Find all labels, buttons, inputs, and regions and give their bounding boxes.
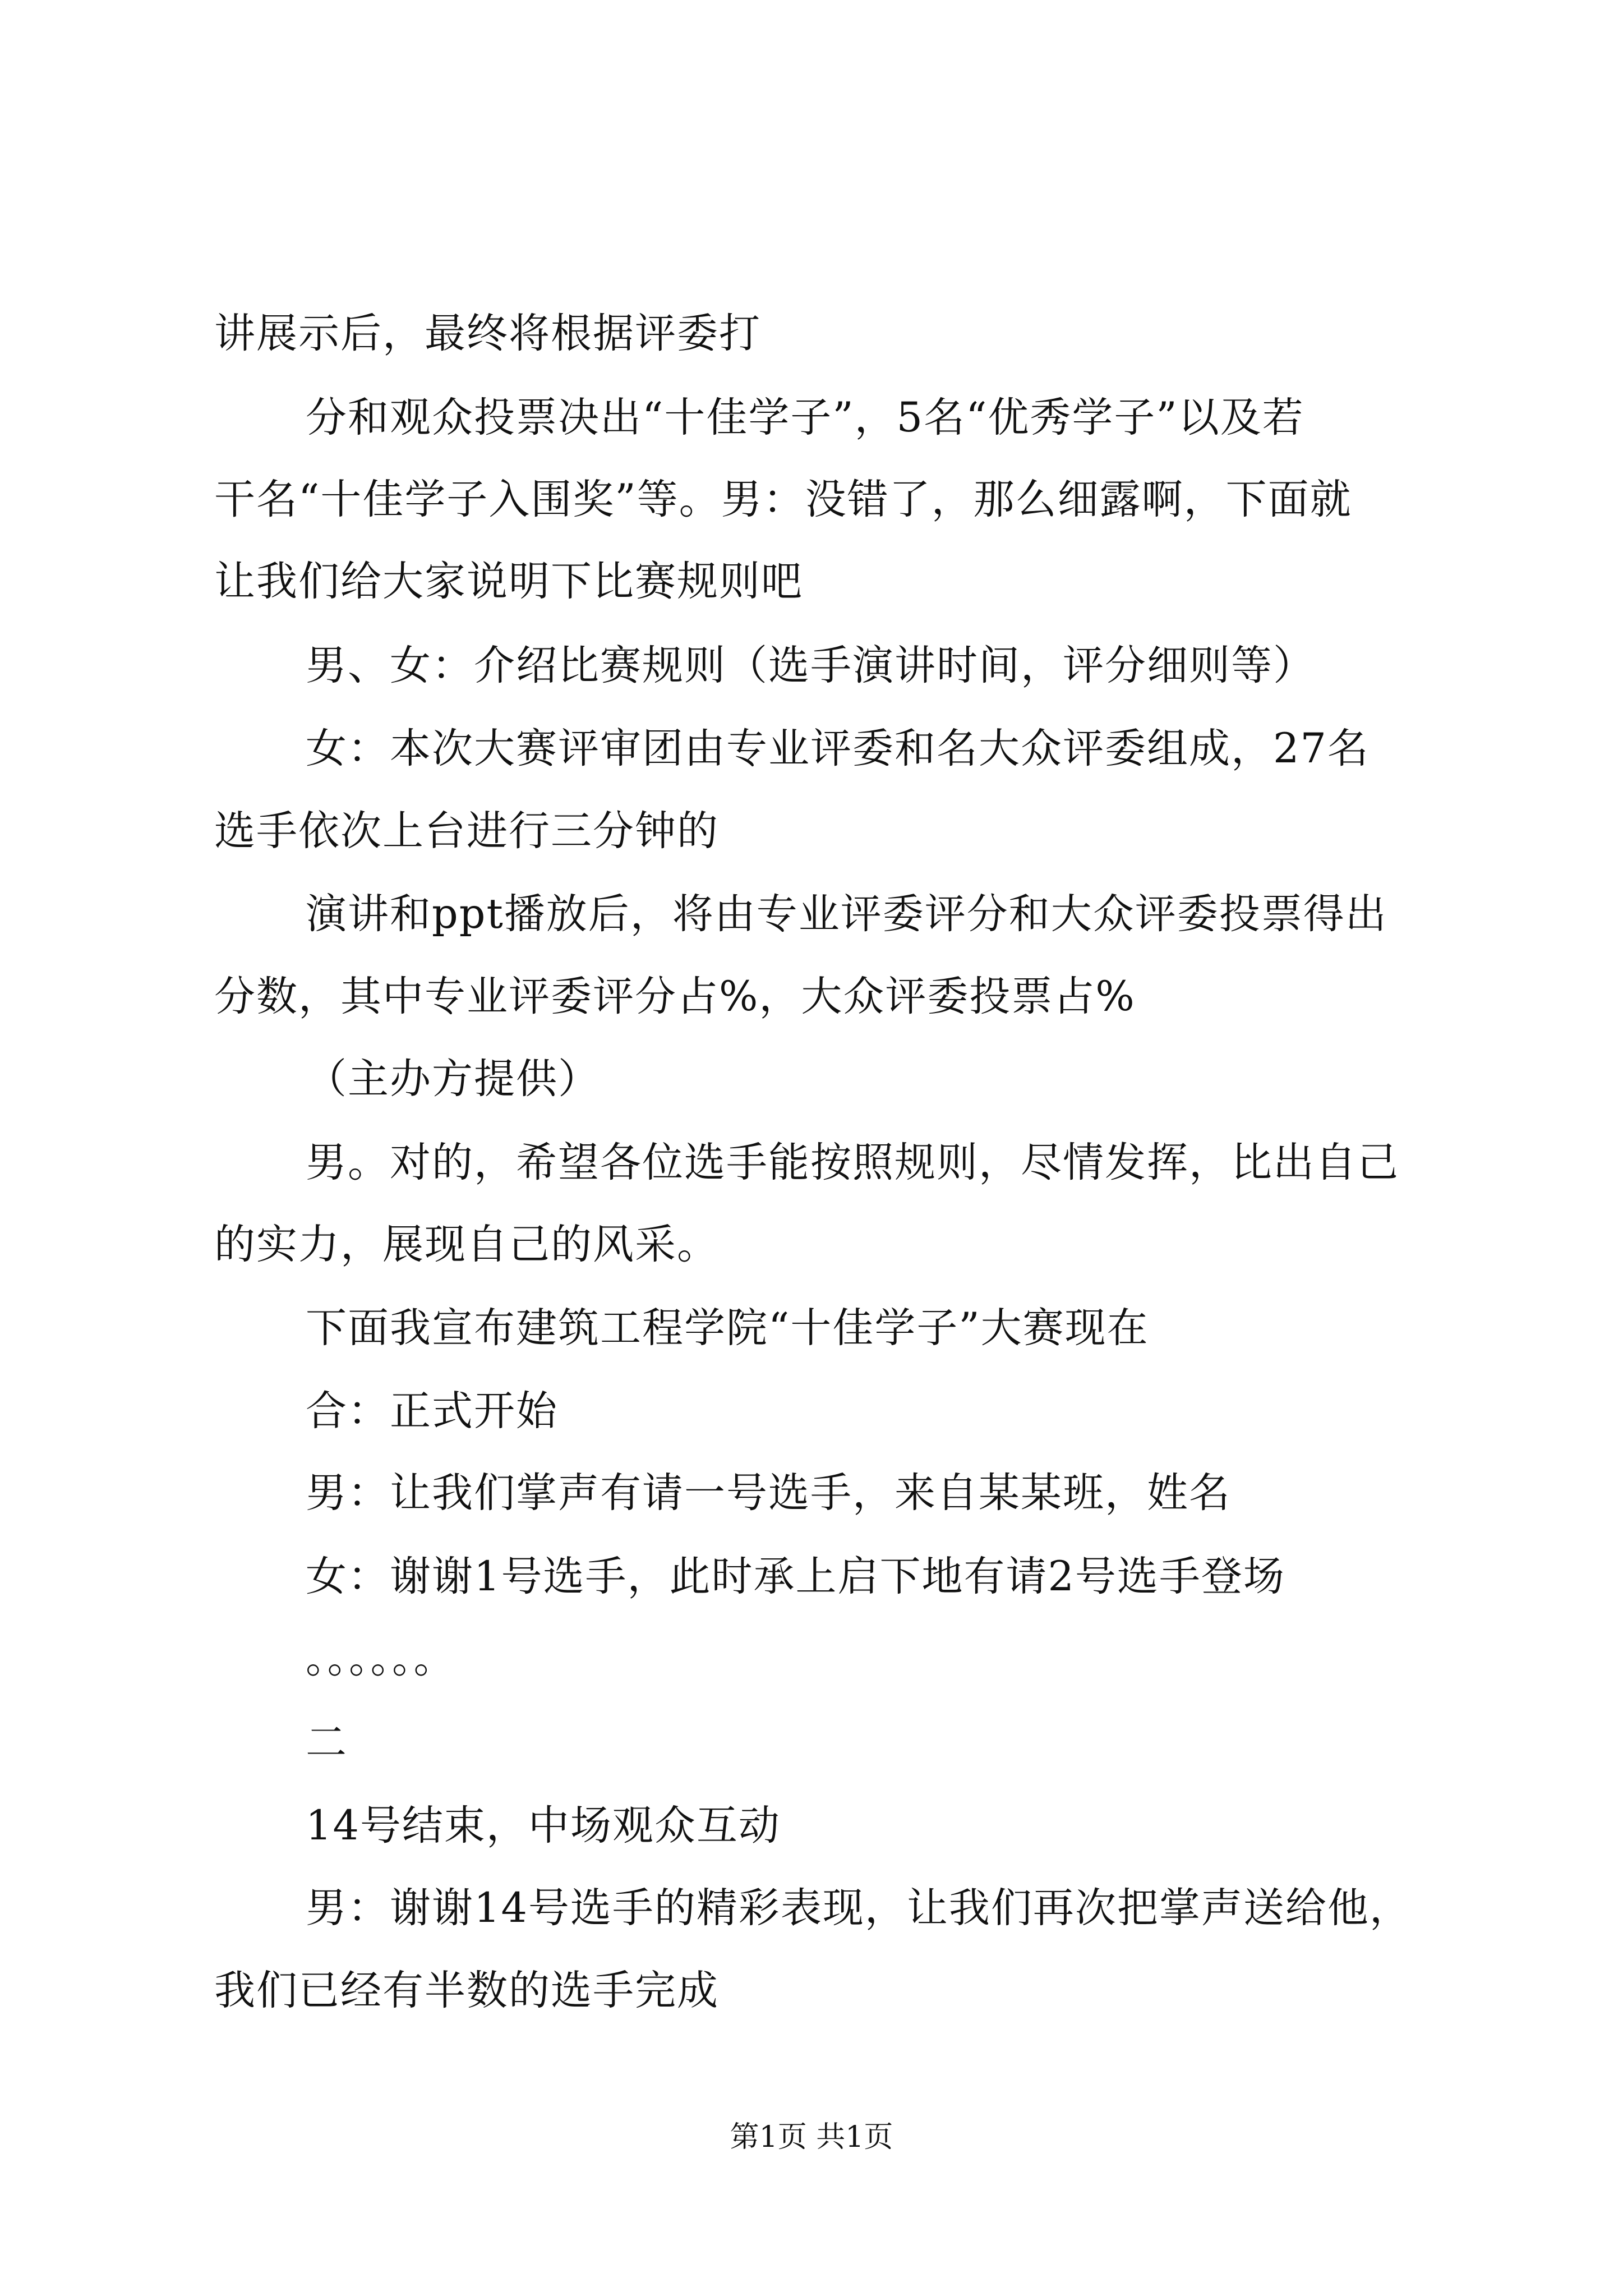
text-line: 。。。。。。 (306, 1635, 456, 1682)
text-line: 男、女：介绍比赛规则（选手演讲时间，评分细则等） (306, 642, 1315, 689)
text-line: 我们已经有半数的选手完成 (214, 1967, 719, 2014)
text-line: 女：谢谢1号选手，此时承上启下地有请2号选手登场 (306, 1553, 1285, 1600)
text-line: 分数，其中专业评委评分占%，大众评委投票占% (214, 973, 1136, 1020)
text-line: 让我们给大家说明下比赛规则吧 (214, 558, 803, 605)
text-line: 选手依次上台进行三分钟的 (214, 807, 719, 855)
text-line: 男：让我们掌声有请一号选手，来自某某班，姓名 (306, 1469, 1231, 1517)
text-line: 二 (306, 1719, 348, 1766)
text-line: 分和观众投票决出“十佳学子”，5名“优秀学子”以及若 (306, 394, 1304, 441)
text-line: 14号结束，中场观众互动 (306, 1802, 781, 1849)
text-line: 讲展示后，最终将根据评委打 (214, 310, 761, 357)
text-line: 女：本次大赛评审团由专业评委和名大众评委组成，27名 (306, 725, 1370, 772)
text-line: 男。对的，希望各位选手能按照规则，尽情发挥，比出自己 (306, 1139, 1399, 1186)
page-footer: 第1页 共1页 (730, 2120, 893, 2154)
text-line: 男：谢谢14号选手的精彩表现，让我们再次把掌声送给他， (306, 1884, 1412, 1932)
text-line: 下面我宣布建筑工程学院“十佳学子”大赛现在 (306, 1304, 1149, 1352)
text-line: 干名“十佳学子入围奖”等。男：没错了，那么细露啊，下面就 (214, 476, 1352, 523)
text-line: 的实力，展现自己的风采。 (214, 1221, 719, 1268)
text-line: 合：正式开始 (306, 1387, 558, 1435)
text-line: （主办方提供） (306, 1055, 600, 1103)
text-line: 演讲和ppt播放后，将由专业评委评分和大众评委投票得出 (306, 890, 1387, 938)
